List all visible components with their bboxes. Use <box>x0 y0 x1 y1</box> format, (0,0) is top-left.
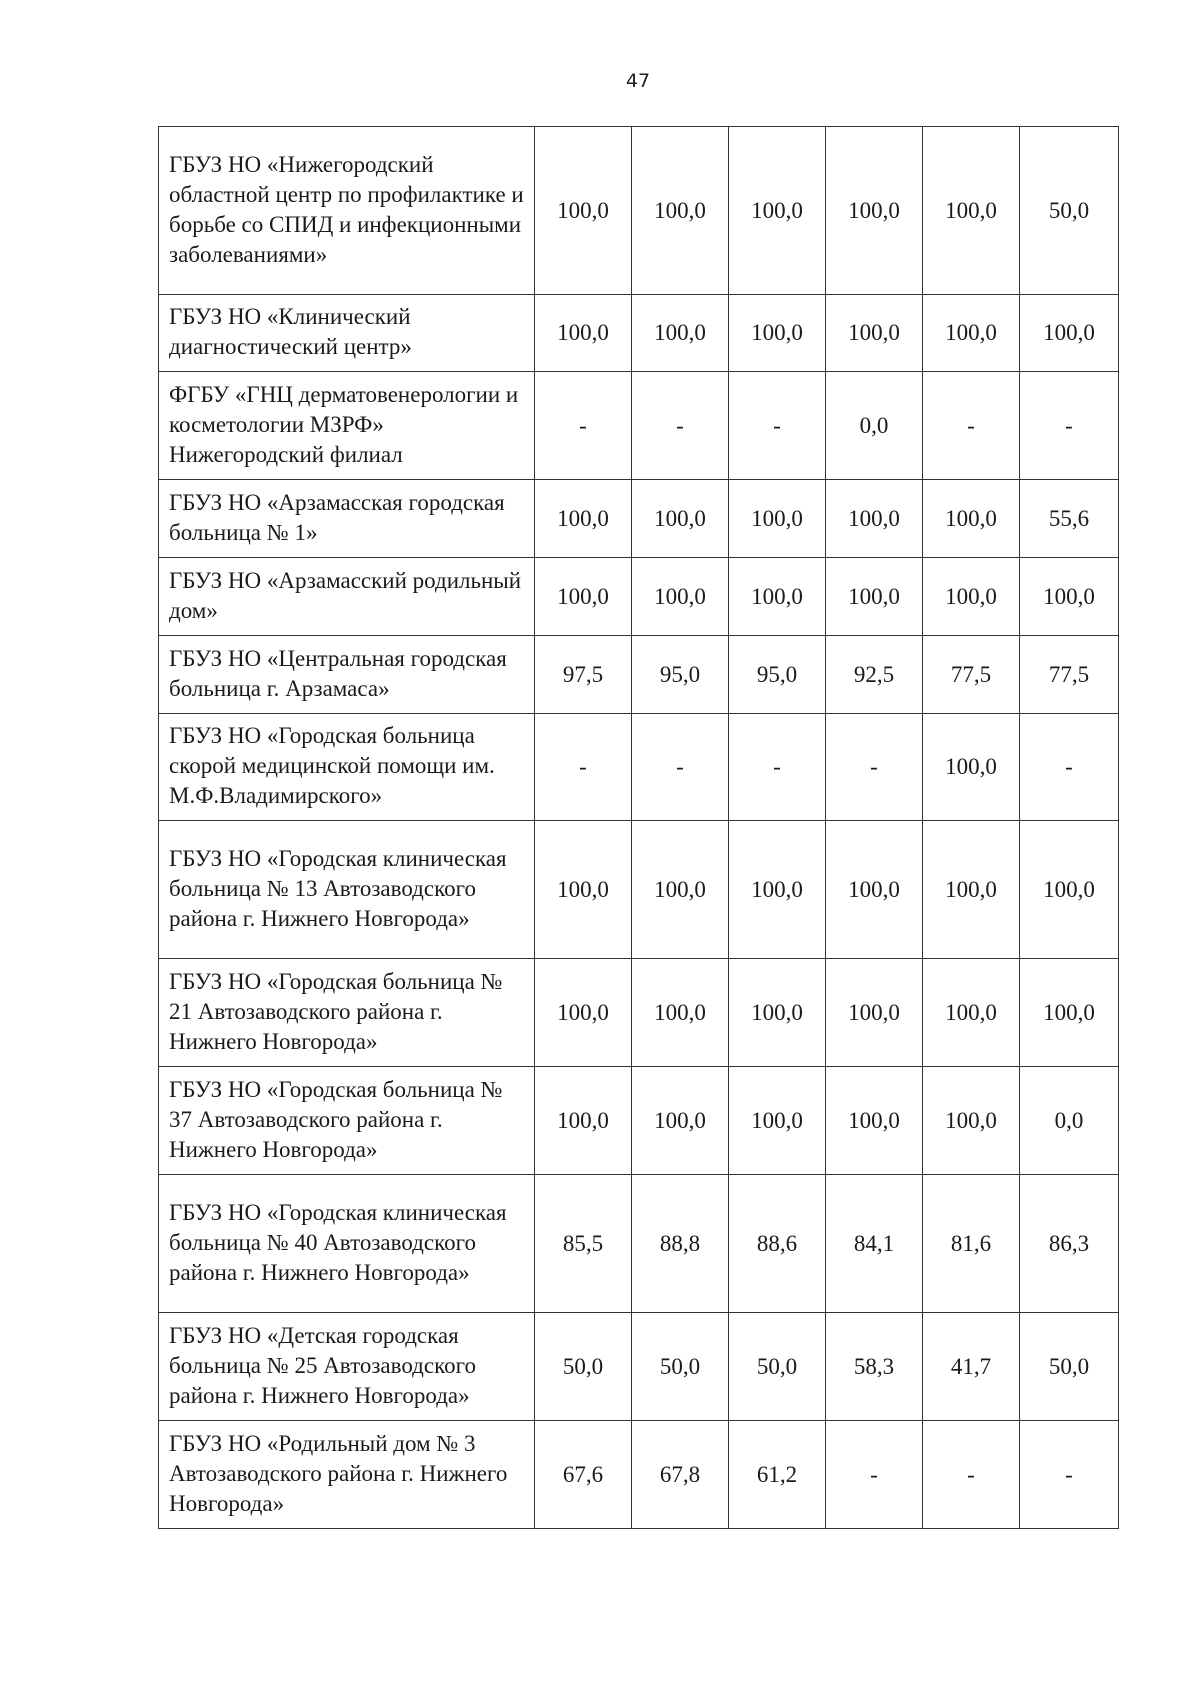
value-cell: 88,8 <box>632 1175 729 1313</box>
value-cell: - <box>729 372 826 480</box>
table-row <box>159 1175 1119 1313</box>
org-name-cell: ГБУЗ НО «Арзамасская городская больница № 1» <box>159 480 535 558</box>
value-cell: 100,0 <box>923 127 1020 295</box>
value-cell: - <box>729 714 826 821</box>
value-cell: 100,0 <box>729 295 826 372</box>
org-name-cell: ГБУЗ НО «Нижегородский областной центр по профилактике и борьбе со СПИД и инфекционными заболеваниями» <box>159 127 535 295</box>
value-cell: - <box>535 714 632 821</box>
value-cell: 100,0 <box>535 127 632 295</box>
value-cell: 100,0 <box>632 959 729 1067</box>
value-cell: 100,0 <box>632 295 729 372</box>
value-cell: - <box>923 372 1020 480</box>
table-row <box>159 636 1119 714</box>
value-cell: 100,0 <box>535 959 632 1067</box>
value-cell: 100,0 <box>826 959 923 1067</box>
value-cell: 100,0 <box>535 480 632 558</box>
value-cell: 50,0 <box>729 1313 826 1421</box>
page-number: 47 <box>625 70 651 92</box>
data-table <box>158 126 1119 1529</box>
value-cell: 100,0 <box>826 295 923 372</box>
value-cell: 88,6 <box>729 1175 826 1313</box>
value-cell: 84,1 <box>826 1175 923 1313</box>
table-row <box>159 821 1119 959</box>
table-row <box>159 1313 1119 1421</box>
table-row <box>159 127 1119 295</box>
value-cell: 86,3 <box>1020 1175 1119 1313</box>
table-row <box>159 480 1119 558</box>
value-cell: 100,0 <box>632 480 729 558</box>
org-name-cell: ГБУЗ НО «Центральная городская больница г. Арзамаса» <box>159 636 535 714</box>
value-cell: 100,0 <box>826 1067 923 1175</box>
value-cell: 92,5 <box>826 636 923 714</box>
value-cell: 50,0 <box>632 1313 729 1421</box>
value-cell: 100,0 <box>632 558 729 636</box>
value-cell: 100,0 <box>923 558 1020 636</box>
table-row <box>159 959 1119 1067</box>
value-cell: - <box>1020 1421 1119 1529</box>
value-cell: 100,0 <box>1020 295 1119 372</box>
value-cell: - <box>535 372 632 480</box>
value-cell: 95,0 <box>632 636 729 714</box>
value-cell: 100,0 <box>535 295 632 372</box>
value-cell: 77,5 <box>923 636 1020 714</box>
value-cell: 100,0 <box>632 821 729 959</box>
value-cell: 100,0 <box>535 558 632 636</box>
org-name-cell: ФГБУ «ГНЦ дерматовенерологии и косметологии МЗРФ» Нижегородский филиал <box>159 372 535 480</box>
value-cell: 100,0 <box>1020 558 1119 636</box>
value-cell: - <box>632 714 729 821</box>
value-cell: 100,0 <box>1020 821 1119 959</box>
value-cell: - <box>1020 372 1119 480</box>
org-name-cell: ГБУЗ НО «Клинический диагностический центр» <box>159 295 535 372</box>
value-cell: 100,0 <box>729 127 826 295</box>
org-name-cell: ГБУЗ НО «Городская клиническая больница № 13 Автозаводского района г. Нижнего Новгорода» <box>159 821 535 959</box>
org-name-cell: ГБУЗ НО «Детская городская больница № 25 Автозаводского района г. Нижнего Новгорода» <box>159 1313 535 1421</box>
value-cell: 100,0 <box>632 127 729 295</box>
value-cell: 100,0 <box>729 821 826 959</box>
value-cell: 61,2 <box>729 1421 826 1529</box>
value-cell: 100,0 <box>923 959 1020 1067</box>
table-row <box>159 558 1119 636</box>
value-cell: 100,0 <box>826 480 923 558</box>
value-cell: - <box>1020 714 1119 821</box>
value-cell: - <box>826 1421 923 1529</box>
value-cell: 85,5 <box>535 1175 632 1313</box>
value-cell: 81,6 <box>923 1175 1020 1313</box>
table-row <box>159 1421 1119 1529</box>
value-cell: 100,0 <box>923 480 1020 558</box>
value-cell: 100,0 <box>729 1067 826 1175</box>
value-cell: 100,0 <box>535 1067 632 1175</box>
value-cell: 50,0 <box>535 1313 632 1421</box>
value-cell: - <box>826 714 923 821</box>
value-cell: 100,0 <box>923 714 1020 821</box>
value-cell: 95,0 <box>729 636 826 714</box>
value-cell: 100,0 <box>923 295 1020 372</box>
value-cell: 100,0 <box>826 558 923 636</box>
value-cell: 67,8 <box>632 1421 729 1529</box>
value-cell: 50,0 <box>1020 1313 1119 1421</box>
value-cell: 100,0 <box>729 558 826 636</box>
value-cell: 97,5 <box>535 636 632 714</box>
table-row <box>159 714 1119 821</box>
value-cell: - <box>632 372 729 480</box>
table-row <box>159 295 1119 372</box>
value-cell: 41,7 <box>923 1313 1020 1421</box>
org-name-cell: ГБУЗ НО «Городская клиническая больница № 40 Автозаводского района г. Нижнего Новгорода» <box>159 1175 535 1313</box>
org-name-cell: ГБУЗ НО «Городская больница № 37 Автозаводского района г. Нижнего Новгорода» <box>159 1067 535 1175</box>
value-cell: 50,0 <box>1020 127 1119 295</box>
value-cell: - <box>923 1421 1020 1529</box>
value-cell: 55,6 <box>1020 480 1119 558</box>
org-name-cell: ГБУЗ НО «Городская больница скорой медицинской помощи им. М.Ф.Владимирского» <box>159 714 535 821</box>
value-cell: 67,6 <box>535 1421 632 1529</box>
table-row <box>159 1067 1119 1175</box>
org-name-cell: ГБУЗ НО «Арзамасский родильный дом» <box>159 558 535 636</box>
value-cell: 100,0 <box>826 127 923 295</box>
value-cell: 0,0 <box>1020 1067 1119 1175</box>
value-cell: 100,0 <box>535 821 632 959</box>
value-cell: 100,0 <box>923 1067 1020 1175</box>
org-name-cell: ГБУЗ НО «Городская больница № 21 Автозаводского района г. Нижнего Новгорода» <box>159 959 535 1067</box>
value-cell: 77,5 <box>1020 636 1119 714</box>
value-cell: 100,0 <box>729 959 826 1067</box>
value-cell: 0,0 <box>826 372 923 480</box>
value-cell: 100,0 <box>1020 959 1119 1067</box>
value-cell: 100,0 <box>826 821 923 959</box>
value-cell: 100,0 <box>632 1067 729 1175</box>
value-cell: 100,0 <box>923 821 1020 959</box>
table-row <box>159 372 1119 480</box>
org-name-cell: ГБУЗ НО «Родильный дом № 3 Автозаводского района г. Нижнего Новгорода» <box>159 1421 535 1529</box>
value-cell: 58,3 <box>826 1313 923 1421</box>
value-cell: 100,0 <box>729 480 826 558</box>
